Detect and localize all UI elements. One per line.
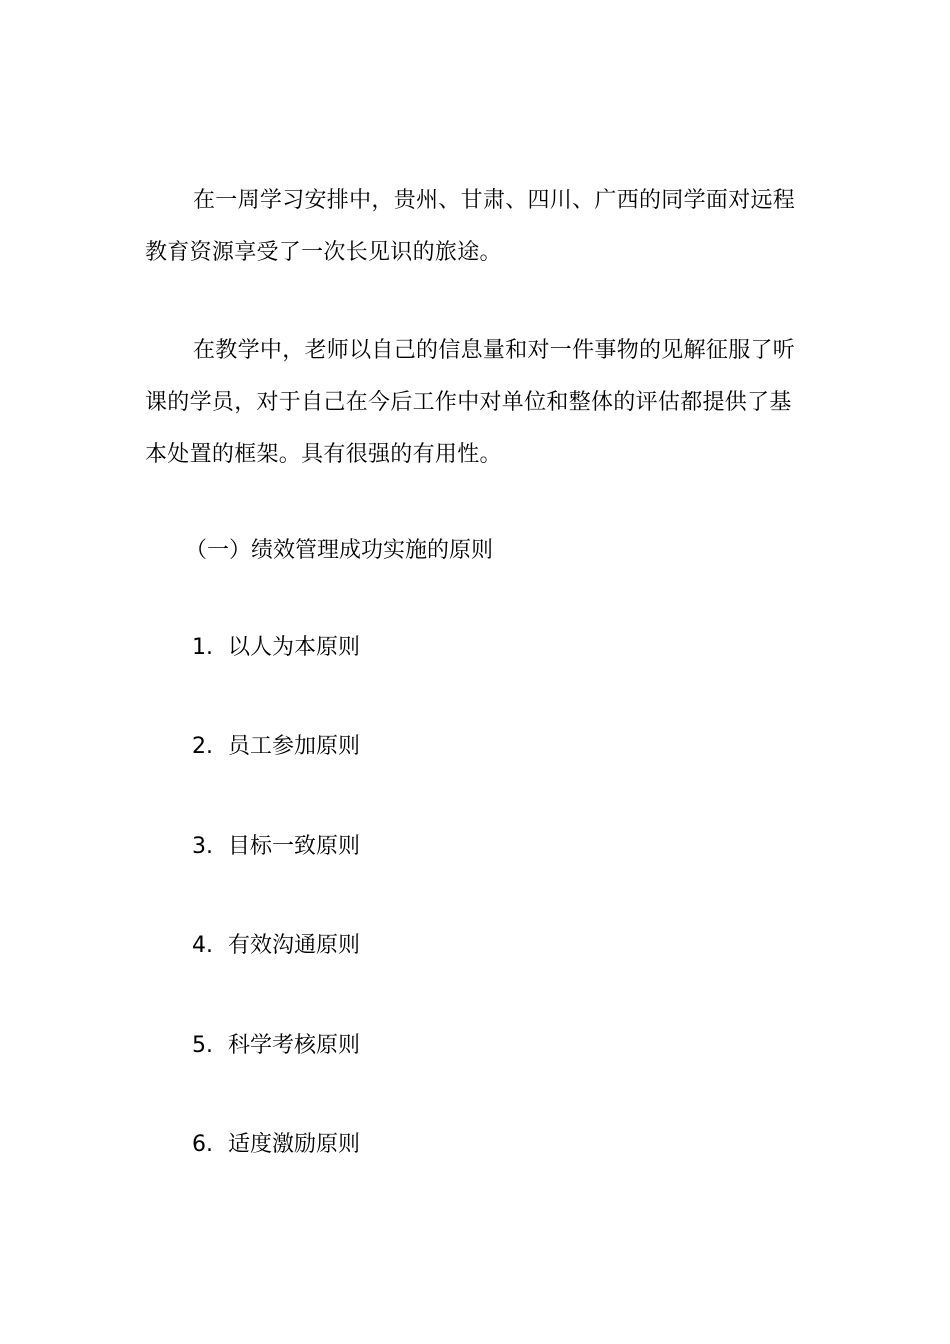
list-item-number: 5. bbox=[192, 1033, 213, 1058]
list-item-text: 适度激励原则 bbox=[228, 1132, 361, 1157]
list-item bbox=[192, 920, 360, 972]
list-item bbox=[192, 821, 360, 873]
list-item bbox=[192, 721, 360, 773]
list-item-text: 目标一致原则 bbox=[228, 834, 361, 859]
list-item-number: 3. bbox=[192, 834, 213, 859]
list-item-text: 员工参加原则 bbox=[228, 734, 361, 759]
list-item-number: 4. bbox=[192, 933, 213, 958]
list-item bbox=[192, 1119, 360, 1171]
list-item-text: 以人为本原则 bbox=[228, 635, 361, 660]
list-item-number: 1. bbox=[192, 635, 213, 660]
list-item-text: 科学考核原则 bbox=[228, 1033, 361, 1058]
section-heading: （一）绩效管理成功实施的原则 bbox=[185, 538, 494, 563]
list-item bbox=[192, 1020, 360, 1072]
list-item bbox=[192, 622, 360, 674]
list-item-number: 6. bbox=[192, 1132, 213, 1157]
list-item-number: 2. bbox=[192, 734, 213, 759]
list-item-text: 有效沟通原则 bbox=[228, 933, 361, 958]
paragraph-teaching: 在教学中，老师以自己的信息量和对一件事物的见解征服了听课的学员，对于自己在今后工作中对单位和整体的评估都提供了基本处置的框架。具有很强的有用性。 bbox=[145, 338, 796, 467]
paragraph-intro: 在一周学习安排中，贵州、甘肃、四川、广西的同学面对远程教育资源享受了一次长见识的旅途。 bbox=[145, 188, 796, 265]
